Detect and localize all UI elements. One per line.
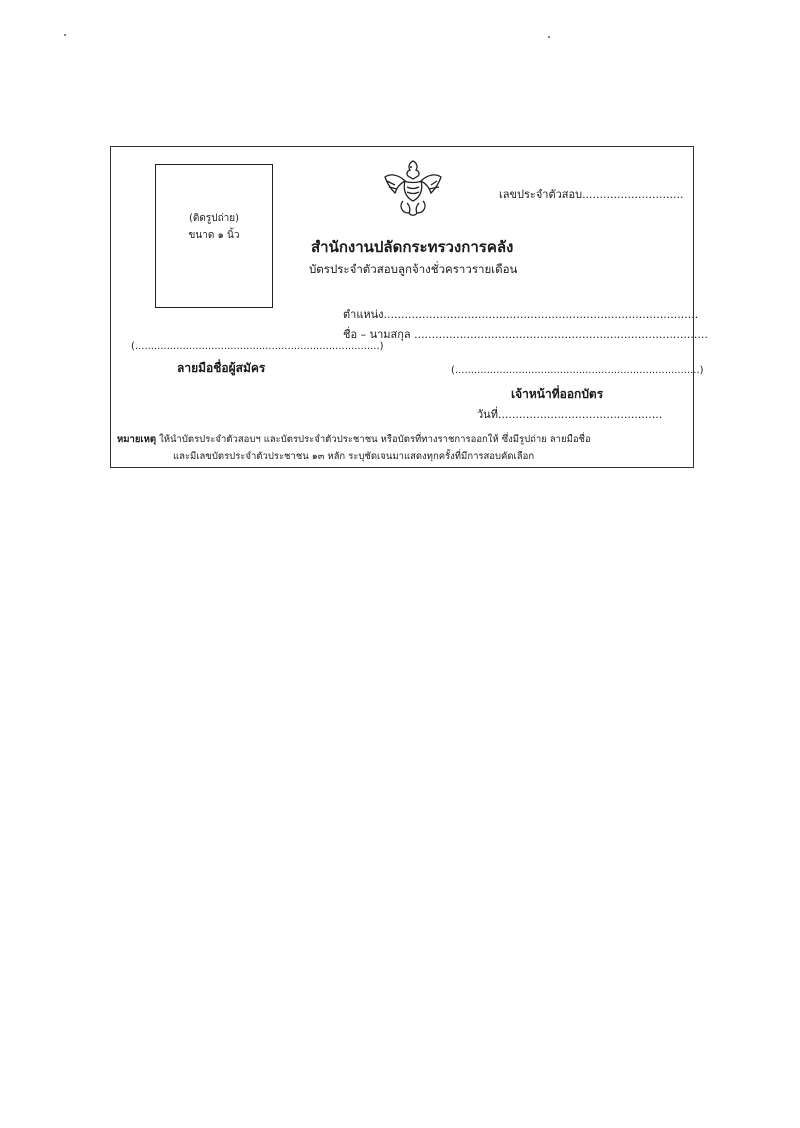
- remark-text-1: ให้นำบัตรประจำตัวสอบฯ และบัตรประจำตัวประชาชน หรือบัตรที่ทางราชการออกให้ ซึ่งมีรูปถ่าย ลายมือชื่อ: [159, 434, 591, 445]
- scan-speck: [548, 36, 550, 38]
- scan-speck: [64, 34, 66, 36]
- applicant-signature-line: (.............................................................................): [131, 341, 384, 352]
- remark-line-1: [117, 431, 689, 448]
- exam-id-card: [110, 146, 708, 468]
- remark-section: [117, 431, 689, 465]
- officer-signature-label: เจ้าหน้าที่ออกบัตร: [511, 387, 604, 401]
- name-field: ชื่อ – นามสกุล ....................................................................................: [343, 328, 708, 341]
- photo-size-text: ขนาด ๑ นิ้ว: [188, 230, 240, 241]
- garuda-emblem-icon: [381, 155, 445, 219]
- exam-id-field: เลขประจำตัวสอบ.............................: [499, 188, 684, 201]
- photo-placeholder-text: (ติดรูปถ่าย): [188, 213, 240, 224]
- officer-signature-line: (.............................................................................): [451, 365, 704, 376]
- position-field: ตำแหน่ง..........................................................................................: [343, 308, 699, 321]
- remark-label: หมายเหตุ: [117, 434, 157, 445]
- card-title: บัตรประจำตัวสอบลูกจ้างชั่วคราวรายเดือน: [309, 262, 518, 276]
- office-name: สำนักงานปลัดกระทรวงการคลัง: [311, 238, 514, 256]
- photo-box: [155, 164, 273, 308]
- date-field: วันที่...............................................: [477, 408, 663, 421]
- remark-text-2: และมีเลขบัตรประจำตัวประชาชน ๑๓ หลัก ระบุชัดเจนมาแสดงทุกครั้งที่มีการสอบคัดเลือก: [173, 451, 535, 462]
- applicant-signature-label: ลายมือชื่อผู้สมัคร: [177, 361, 266, 375]
